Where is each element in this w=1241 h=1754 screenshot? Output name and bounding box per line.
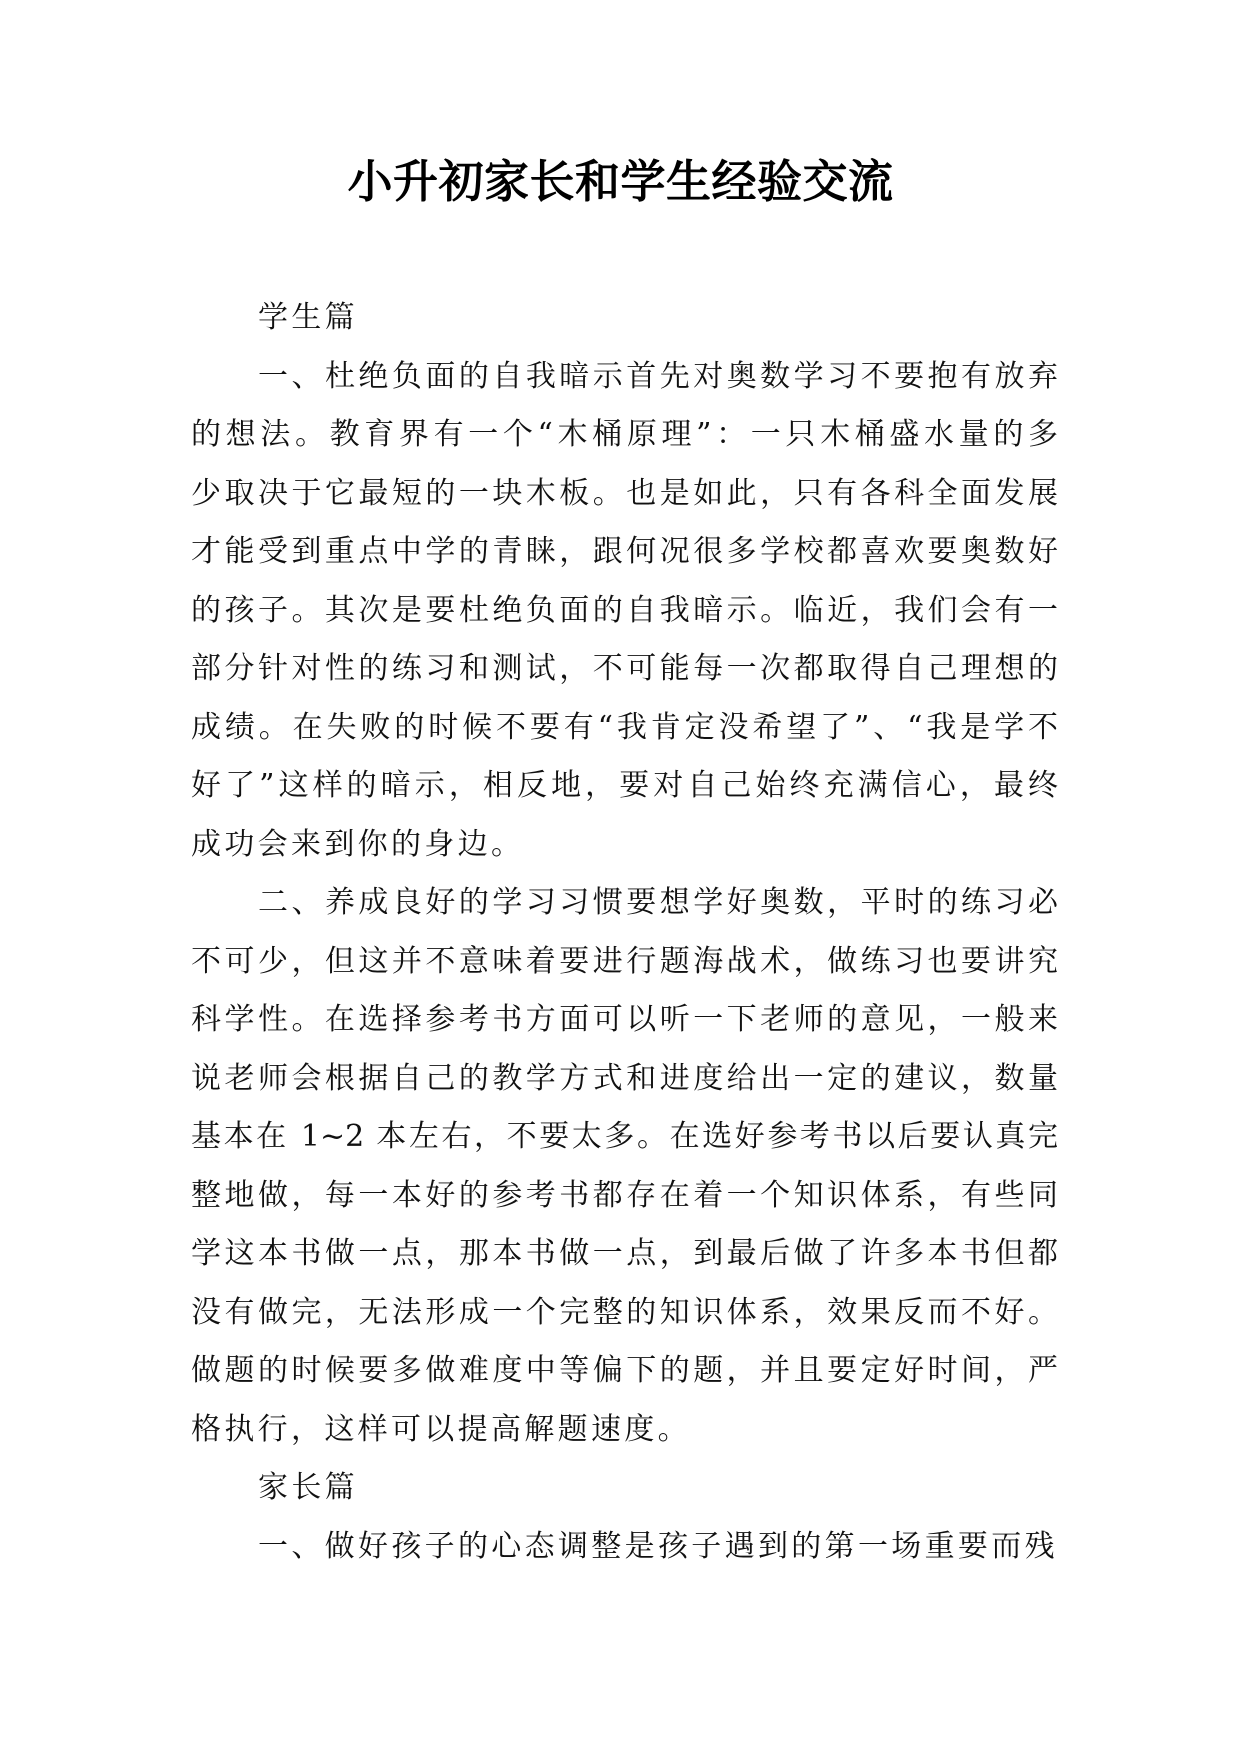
text-line: 格执行，这样可以提高解题速度。	[191, 1411, 691, 1447]
text-line: 才能受到重点中学的青睐，跟何况很多学校都喜欢要奥数好	[191, 534, 1058, 569]
text-line: 一、杜绝负面的自我暗示首先对奥数学习不要抱有放弃	[258, 358, 1058, 394]
paragraph	[191, 348, 1058, 875]
section-heading: 学生篇	[258, 300, 358, 335]
document-title: 小升初家长和学生经验交流	[347, 155, 894, 208]
text-line: 不可少，但这并不意味着要进行题海战术，做练习也要讲究	[191, 943, 1058, 979]
text-line: 做题的时候要多做难度中等偏下的题，并且要定好时间，严	[191, 1353, 1058, 1388]
document-section	[191, 289, 1058, 1459]
text-line: 整地做，每一本好的参考书都存在着一个知识体系，有些同	[191, 1177, 1058, 1213]
text-line: 二、养成良好的学习习惯要想学好奥数，平时的练习必	[258, 885, 1058, 920]
text-line: 没有做完，无法形成一个完整的知识体系，效果反而不好。	[191, 1294, 1058, 1330]
text-line: 一、做好孩子的心态调整是孩子遇到的第一场重要而残	[258, 1528, 1058, 1564]
document-section	[191, 1459, 1058, 1576]
paragraph	[191, 1518, 1058, 1577]
text-line: 的想法。教育界有一个“木桶原理”：一只木桶盛水量的多	[191, 417, 1058, 452]
document-body	[191, 289, 1058, 1576]
text-line: 少取决于它最短的一块木板。也是如此，只有各科全面发展	[191, 475, 1058, 511]
text-line: 的孩子。其次是要杜绝负面的自我暗示。临近，我们会有一	[191, 592, 1058, 628]
text-line: 说老师会根据自己的教学方式和进度给出一定的建议，数量	[191, 1060, 1058, 1096]
text-line: 基本在 1~2 本左右，不要太多。在选好参考书以后要认真完	[191, 1119, 1058, 1154]
text-line: 成绩。在失败的时候不要有“我肯定没希望了”、“我是学不	[191, 709, 1058, 745]
text-line: 科学性。在选择参考书方面可以听一下老师的意见，一般来	[191, 1002, 1058, 1037]
section-heading: 家长篇	[258, 1470, 358, 1505]
text-line: 成功会来到你的身边。	[191, 826, 525, 862]
text-line: 学这本书做一点，那本书做一点，到最后做了许多本书但都	[191, 1236, 1058, 1271]
text-line: 好了”这样的暗示，相反地，要对自己始终充满信心，最终	[191, 768, 1058, 803]
text-line: 部分针对性的练习和测试，不可能每一次都取得自己理想的	[191, 651, 1058, 686]
paragraph	[191, 874, 1058, 1459]
